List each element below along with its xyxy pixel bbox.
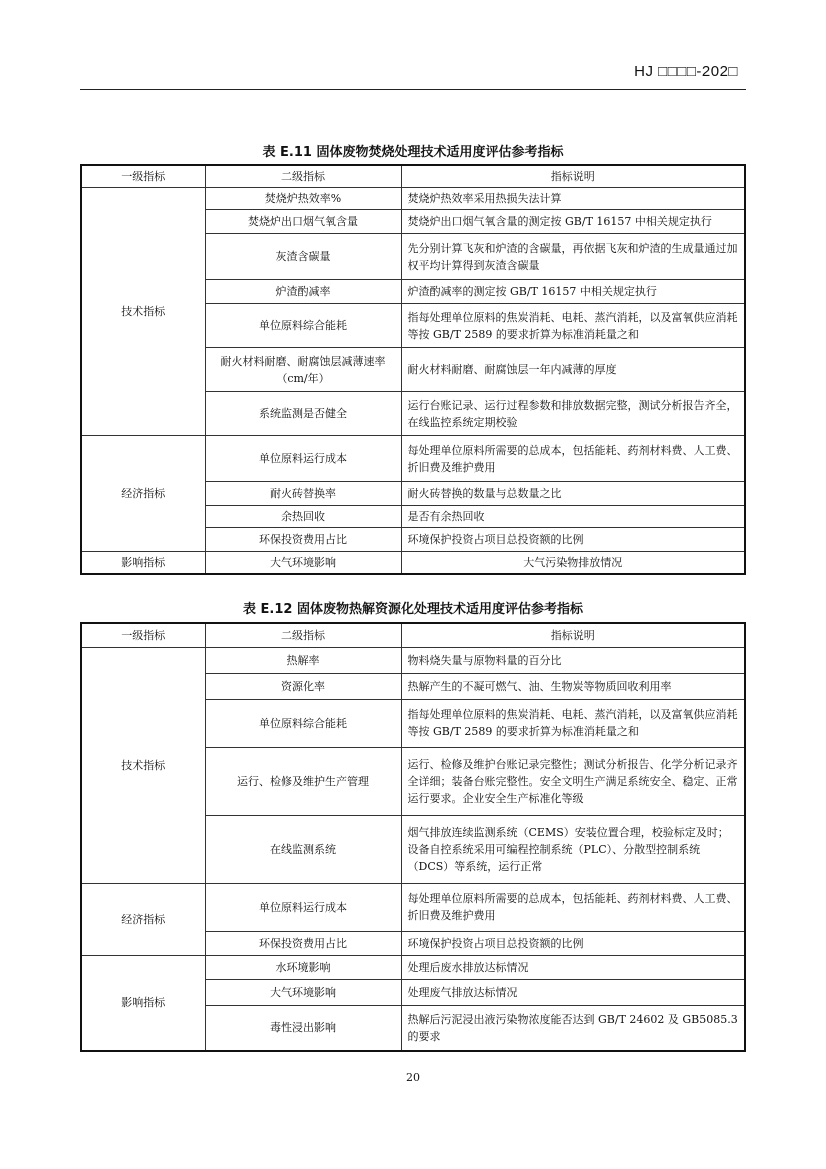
level2-cell: 耐火材料耐磨、耐腐蚀层减薄速率（cm/年） <box>205 348 401 392</box>
level2-cell: 炉渣酌减率 <box>205 280 401 304</box>
description-cell: 热解后污泥浸出液污染物浓度能否达到 GB/T 24602 及 GB5085.3 的要求 <box>401 1005 745 1051</box>
level2-cell: 热解率 <box>205 647 401 673</box>
description-cell: 焚烧炉热效率采用热损失法计算 <box>401 188 745 210</box>
column-header-description: 指标说明 <box>401 623 745 647</box>
description-cell: 指每处理单位原料的焦炭消耗、电耗、蒸汽消耗，以及富氧供应消耗等按 GB/T 2589 的要求折算为标准消耗量之和 <box>401 699 745 747</box>
description-cell: 大气污染物排放情况 <box>401 552 745 575</box>
level2-cell: 在线监测系统 <box>205 815 401 883</box>
table-e12-caption: 表 E.12 固体废物热解资源化处理技术适用度评估参考指标 <box>243 602 583 617</box>
description-cell: 环境保护投资占项目总投资额的比例 <box>401 528 745 552</box>
description-cell: 烟气排放连续监测系统（CEMS）安装位置合理，校验标定及时；设备自控系统采用可编程控制系统（PLC）、分散型控制系统（DCS）等系统，运行正常 <box>401 815 745 883</box>
description-cell: 炉渣酌减率的测定按 GB/T 16157 中相关规定执行 <box>401 280 745 304</box>
description-cell: 运行、检修及维护台账记录完整性；测试分析报告、化学分析记录齐全详细；装备台账完整性。安全文明生产满足系统安全、稳定、正常运行要求。企业安全生产标准化等级 <box>401 747 745 815</box>
description-cell: 运行台账记录、运行过程参数和排放数据完整，测试分析报告齐全，在线监控系统定期校验 <box>401 392 745 436</box>
level2-cell: 毒性浸出影响 <box>205 1005 401 1051</box>
description-cell: 耐火材料耐磨、耐腐蚀层一年内减薄的厚度 <box>401 348 745 392</box>
standard-code: HJ □□□□-202□ <box>634 63 738 80</box>
description-cell: 先分别计算飞灰和炉渣的含碳量，再依据飞灰和炉渣的生成量通过加权平均计算得到灰渣含碳量 <box>401 234 745 280</box>
description-cell: 热解产生的不凝可燃气、油、生物炭等物质回收利用率 <box>401 673 745 699</box>
level2-cell: 灰渣含碳量 <box>205 234 401 280</box>
level2-cell: 环保投资费用占比 <box>205 931 401 955</box>
description-cell: 每处理单位原料所需要的总成本，包括能耗、药剂材料费、人工费、折旧费及维护费用 <box>401 883 745 931</box>
level2-cell: 焚烧炉热效率% <box>205 188 401 210</box>
description-cell: 处理后废水排放达标情况 <box>401 955 745 979</box>
description-cell: 耐火砖替换的数量与总数量之比 <box>401 482 745 506</box>
level2-cell: 焚烧炉出口烟气氧含量 <box>205 210 401 234</box>
level2-cell: 环保投资费用占比 <box>205 528 401 552</box>
level2-cell: 大气环境影响 <box>205 552 401 575</box>
level1-cell: 技术指标 <box>81 647 205 883</box>
description-cell: 指每处理单位原料的焦炭消耗、电耗、蒸汽消耗，以及富氧供应消耗等按 GB/T 2589 的要求折算为标准消耗量之和 <box>401 304 745 348</box>
level2-cell: 余热回收 <box>205 506 401 528</box>
level1-cell: 影响指标 <box>81 552 205 575</box>
level1-cell: 技术指标 <box>81 188 205 436</box>
level2-cell: 单位原料运行成本 <box>205 883 401 931</box>
level2-cell: 单位原料运行成本 <box>205 436 401 482</box>
level2-cell: 系统监测是否健全 <box>205 392 401 436</box>
level2-cell: 单位原料综合能耗 <box>205 304 401 348</box>
level2-cell: 资源化率 <box>205 673 401 699</box>
header-rule <box>80 89 746 90</box>
table-e11-caption: 表 E.11 固体废物焚烧处理技术适用度评估参考指标 <box>262 145 564 160</box>
level2-cell: 耐火砖替换率 <box>205 482 401 506</box>
table-e11 <box>80 164 746 575</box>
description-cell: 每处理单位原料所需要的总成本，包括能耗、药剂材料费、人工费、折旧费及维护费用 <box>401 436 745 482</box>
level2-cell: 单位原料综合能耗 <box>205 699 401 747</box>
description-cell: 是否有余热回收 <box>401 506 745 528</box>
description-cell: 物料烧失量与原物料量的百分比 <box>401 647 745 673</box>
column-header-level1: 一级指标 <box>81 623 205 647</box>
description-cell: 处理废气排放达标情况 <box>401 979 745 1005</box>
page-number: 20 <box>406 1071 420 1084</box>
level2-cell: 大气环境影响 <box>205 979 401 1005</box>
level2-cell: 运行、检修及维护生产管理 <box>205 747 401 815</box>
column-header-level2: 二级指标 <box>205 623 401 647</box>
description-cell: 环境保护投资占项目总投资额的比例 <box>401 931 745 955</box>
column-header-level1: 一级指标 <box>81 165 205 188</box>
level1-cell: 经济指标 <box>81 883 205 955</box>
column-header-level2: 二级指标 <box>205 165 401 188</box>
level2-cell: 水环境影响 <box>205 955 401 979</box>
table-e12 <box>80 622 746 1052</box>
level1-cell: 影响指标 <box>81 955 205 1051</box>
level1-cell: 经济指标 <box>81 436 205 552</box>
column-header-description: 指标说明 <box>401 165 745 188</box>
description-cell: 焚烧炉出口烟气氧含量的测定按 GB/T 16157 中相关规定执行 <box>401 210 745 234</box>
